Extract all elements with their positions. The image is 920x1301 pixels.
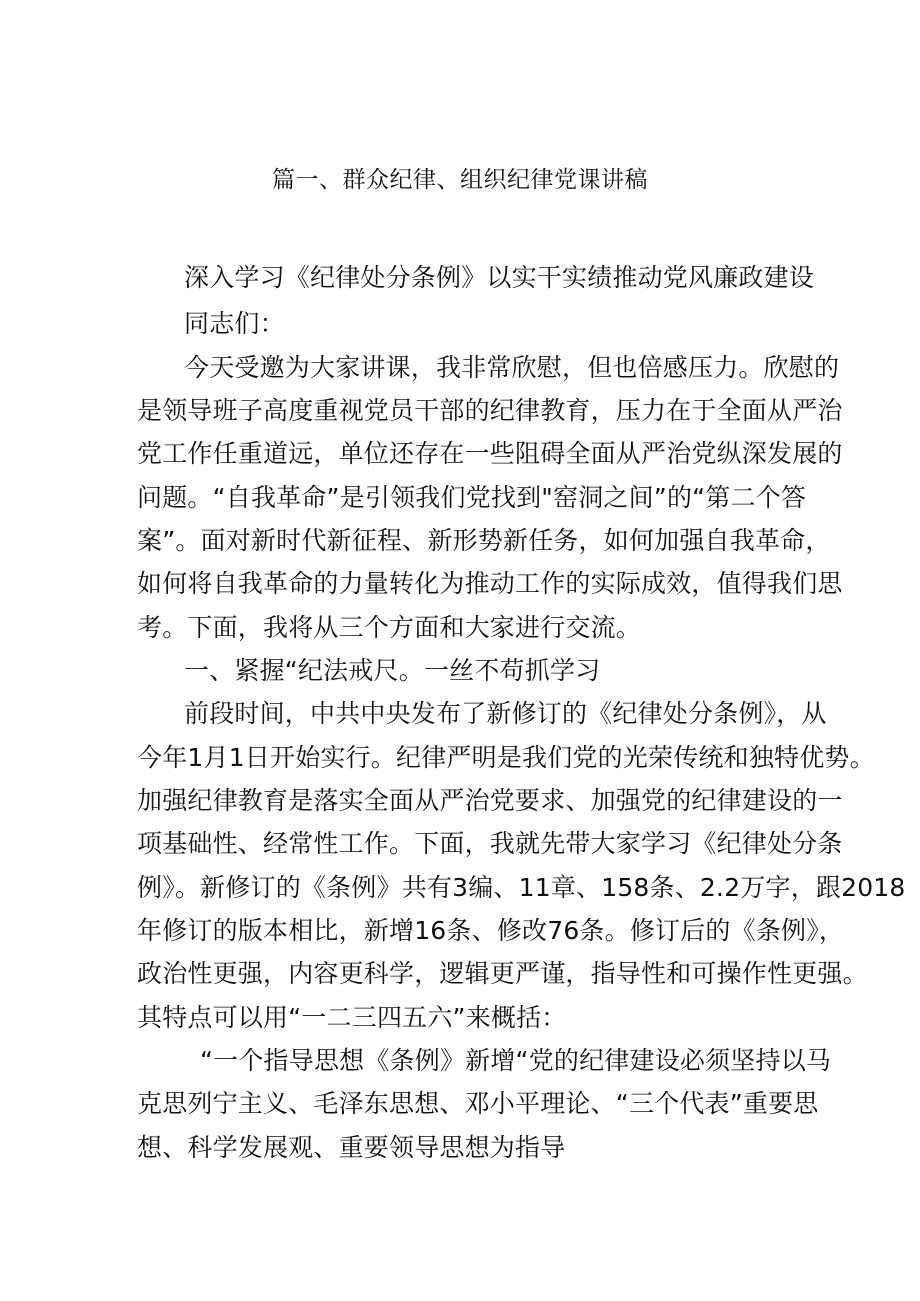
text-line: 政治性更强，内容更科学，逻辑更严谨，指导性和可操作性更强。 <box>137 959 868 988</box>
text-line: 年修订的版本相比，新增16条、修改76条。修订后的《条例》， <box>137 916 845 945</box>
document-title: 篇一、群众纪律、组织纪律党课讲稿 <box>272 167 648 193</box>
text-line: 前段时间，中共中央发布了新修订的《纪律处分条例》，从 <box>184 699 827 728</box>
text-line: 党工作任重道远，单位还存在一些阻碍全面从严治党纵深发展的 <box>137 439 843 468</box>
text-line: 同志们： <box>184 309 285 338</box>
text-line: 其特点可以用“一二三四五六”来概括： <box>137 1003 567 1032</box>
text-line: 项基础性、经常性工作。下面，我就先带大家学习《纪律处分条 <box>137 829 843 858</box>
text-line: 例》。新修订的《条例》共有3编、11章、158条、2.2万字，跟2018 <box>137 873 906 902</box>
text-line: 今年1月1日开始实行。纪律严明是我们党的光荣传统和独特优势。 <box>137 743 875 772</box>
text-line: 案”。面对新时代新征程、新形势新任务，如何加强自我革命， <box>137 526 831 555</box>
text-line: 想、科学发展观、重要领导思想为指导 <box>137 1133 566 1162</box>
text-line: 考。下面，我将从三个方面和大家进行交流。 <box>137 613 642 642</box>
text-line: 是领导班子高度重视党员干部的纪律教育，压力在于全面从严治 <box>137 396 843 425</box>
text-line: “一个指导思想《条例》新增“党的纪律建设必须坚持以马 <box>200 1046 832 1075</box>
text-line: 如何将自我革命的力量转化为推动工作的实际成效，值得我们思 <box>137 569 843 598</box>
section-heading: 一、紧握“纪法戒尺。一丝不苟抓学习 <box>184 656 601 685</box>
text-line: 克思列宁主义、毛泽东思想、邓小平理论、“三个代表”重要思 <box>137 1089 819 1118</box>
text-line: 深入学习《纪律处分条例》以实干实绩推动党风廉政建设 <box>184 263 815 292</box>
text-line: 加强纪律教育是落实全面从严治党要求、加强党的纪律建设的一 <box>137 786 843 815</box>
text-line: 问题。“自我革命”是引领我们党找到"窑洞之间”的“第二个答 <box>137 483 807 512</box>
text-line: 今天受邀为大家讲课，我非常欣慰，但也倍感压力。欣慰的 <box>184 353 840 382</box>
